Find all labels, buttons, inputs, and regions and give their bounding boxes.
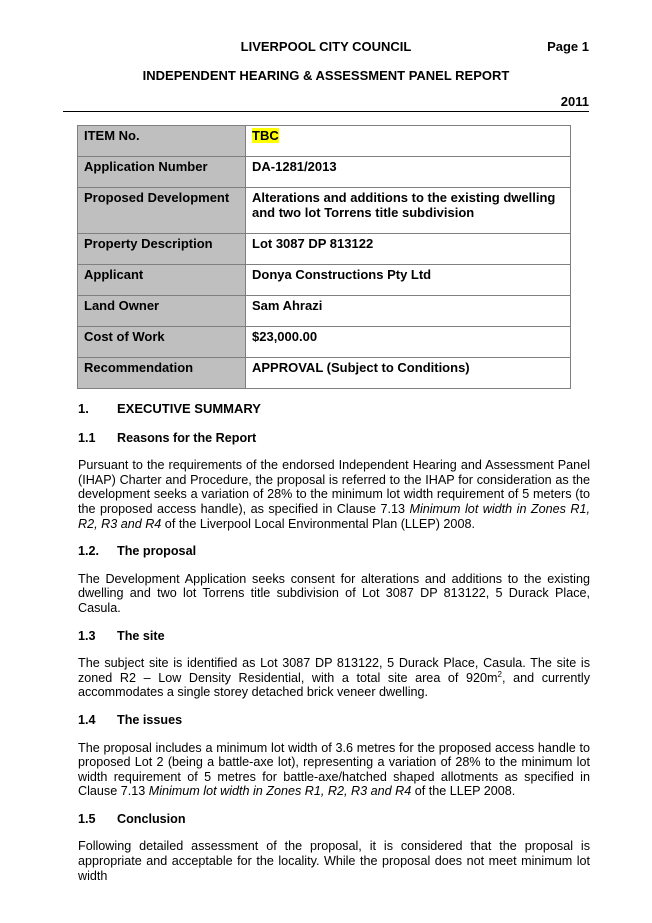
- applicant-label: Applicant: [78, 265, 246, 296]
- paragraph-italic-text: Minimum lot width in Zones R1, R2, R3 and R4: [78, 501, 590, 531]
- subsection-number: 1.3: [78, 628, 96, 643]
- table-row: [78, 358, 571, 389]
- header-council: LIVERPOOL CITY COUNCIL: [240, 39, 412, 54]
- table-row: [78, 265, 571, 296]
- proposed-development-label: Proposed Development: [78, 188, 246, 234]
- paragraph-text: Pursuant to the requirements of the endorsed Independent Hearing and Assessment Panel (IHAP) Charter and Procedure, the proposal is referred to the IHAP for consideration as the development seeks a variation of 28% to the minimum lot width requirement of 5 meters (to the proposed access handle), as specified in Clause 7.13: [78, 458, 590, 516]
- paragraph-site: [78, 656, 590, 700]
- item-no-label: ITEM No.: [78, 126, 246, 157]
- header-page-number: Page 1: [547, 39, 589, 54]
- paragraph-text: The subject site is identified as Lot 3087 DP 813122, 5 Durack Place, Casula. The site is zoned R2 – Low Density Residential, with a total site area of 920m: [78, 656, 590, 685]
- cost-of-work-label: Cost of Work: [78, 327, 246, 358]
- paragraph-italic-text: Minimum lot width in Zones R1, R2, R3 and R4: [148, 784, 412, 799]
- subsection-title: Reasons for the Report: [117, 430, 257, 445]
- header-rule: [63, 111, 589, 112]
- subsection-heading-conclusion: [78, 812, 590, 827]
- land-owner-label: Land Owner: [78, 296, 246, 327]
- section-heading-executive-summary: [78, 402, 590, 417]
- item-no-highlight: TBC: [252, 128, 279, 143]
- table-row: [78, 157, 571, 188]
- property-description-value: Lot 3087 DP 813122: [246, 234, 571, 265]
- recommendation-label: Recommendation: [78, 358, 246, 389]
- subsection-title: The issues: [117, 712, 183, 727]
- report-body: [78, 402, 590, 896]
- section-title: EXECUTIVE SUMMARY: [117, 401, 261, 416]
- property-description-label: Property Description: [78, 234, 246, 265]
- subsection-heading-issues: [78, 713, 590, 728]
- subsection-number: 1.2.: [78, 544, 100, 559]
- paragraph-text: of the Liverpool Local Environmental Plan (LLEP) 2008.: [161, 516, 475, 531]
- subsection-heading-reasons: [78, 431, 590, 446]
- item-no-value: [246, 126, 571, 157]
- subsection-number: 1.5: [78, 811, 96, 826]
- subsection-title: The proposal: [117, 544, 197, 559]
- subsection-title: Conclusion: [117, 811, 186, 826]
- table-row: [78, 126, 571, 157]
- recommendation-value: APPROVAL (Subject to Conditions): [246, 358, 571, 389]
- land-owner-value: Sam Ahrazi: [246, 296, 571, 327]
- subsection-number: 1.1: [78, 430, 96, 445]
- subsection-title: The site: [117, 628, 165, 643]
- subsection-heading-site: [78, 629, 590, 644]
- paragraph-reasons: [78, 458, 590, 531]
- application-number-label: Application Number: [78, 157, 246, 188]
- paragraph-proposal: The Development Application seeks consent for alterations and additions to the existing dwelling and two lot Torrens title subdivision of Lot 3087 DP 813122, 5 Durack Place, Casula.: [78, 571, 590, 615]
- section-number: 1.: [78, 401, 89, 416]
- paragraph-text: of the LLEP 2008.: [411, 784, 516, 799]
- subsection-number: 1.4: [78, 712, 96, 727]
- cost-of-work-value: $23,000.00: [246, 327, 571, 358]
- paragraph-text: The proposal includes a minimum lot width of 3.6 metres for the proposed access handle to proposed Lot 2 (being a battle-axe lot), representing a variation of 28% to the minimum lot width requirement of 5 metres for battle-axe/hatched shaped allotments as specified in Clause 7.13: [78, 740, 590, 799]
- paragraph-text: , and currently accommodates a single storey detached brick veneer dwelling.: [78, 670, 590, 700]
- application-number-value: DA-1281/2013: [246, 157, 571, 188]
- header-report-title: INDEPENDENT HEARING & ASSESSMENT PANEL REPORT: [142, 68, 510, 83]
- proposed-development-value: Alterations and additions to the existing dwelling and two lot Torrens title subdivision: [246, 188, 571, 234]
- subsection-heading-proposal: [78, 544, 590, 559]
- table-row: [78, 296, 571, 327]
- table-row: [78, 234, 571, 265]
- applicant-value: Donya Constructions Pty Ltd: [246, 265, 571, 296]
- table-row: [78, 188, 571, 234]
- paragraph-conclusion: Following detailed assessment of the proposal, it is considered that the proposal is appropriate and acceptable for the locality. While the proposal does not meet minimum lot width: [78, 839, 590, 883]
- application-info-table: [77, 125, 571, 389]
- header-year: 2011: [560, 94, 589, 109]
- superscript: 2: [497, 669, 502, 679]
- table-row: [78, 327, 571, 358]
- paragraph-issues: [78, 741, 590, 799]
